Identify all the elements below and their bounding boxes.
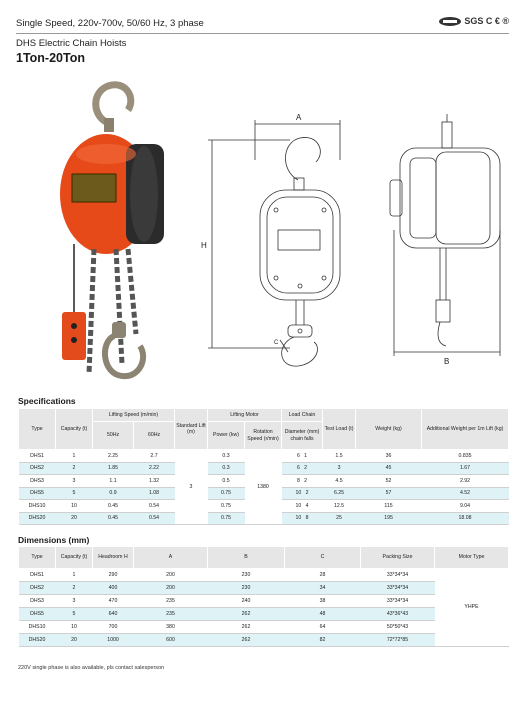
cell-chain-falls: 2 [304,477,308,484]
cell-a: 200 [134,569,208,582]
cell-test-load: 3 [323,462,356,475]
cell-type: DHS20 [19,634,56,647]
dim-header-headroom: Headroom H [93,547,134,569]
cell-type: DHS20 [19,512,56,525]
cell-capacity: 1 [56,450,93,463]
cell-chain-falls: 2 [305,490,309,496]
dim-header-motor-type: Motor Type [435,547,509,569]
cell-type: DHS2 [19,582,56,595]
cell-chain [282,475,323,488]
cell-headroom: 290 [93,569,134,582]
spec-header-power: Power (kw) [208,422,245,450]
header-rule [16,33,509,34]
cell-b: 230 [208,582,285,595]
cell-c: 28 [285,569,361,582]
cell-a: 235 [134,608,208,621]
cell-packing-size: 50*50*43 [361,621,435,634]
dimension-c-label: C [274,340,279,346]
dim-header-b: B [208,547,285,569]
cell-additional-weight: 1.67 [422,462,509,475]
cell-a: 600 [134,634,208,647]
cell-b: 262 [208,634,285,647]
cell-chain-diameter: 10 [295,502,302,509]
cell-weight: 52 [356,475,422,488]
cell-additional-weight: 2.92 [422,475,509,488]
cell-additional-weight: 18.08 [422,512,509,525]
cell-packing-size: 33*34*34 [361,582,435,595]
cell-chain [282,487,323,500]
cell-type: DHS10 [19,500,56,513]
cell-capacity: 3 [56,595,93,608]
cell-additional-weight: 4.52 [422,487,509,500]
spec-header-load-chain: Load Chain [282,409,323,422]
footnote: 220V single phase is also available, pls contact salesperson [18,665,165,671]
cell-b: 240 [208,595,285,608]
page-title: 1Ton-20Ton [16,51,85,65]
cell-weight: 57 [356,487,422,500]
cell-packing-size: 33*34*34 [361,569,435,582]
cell-headroom: 700 [93,621,134,634]
cell-power: 0.3 [208,450,245,463]
dim-header-a: A [134,547,208,569]
cell-capacity: 5 [56,608,93,621]
cell-capacity: 20 [56,512,93,525]
cell-capacity: 3 [56,475,93,488]
cell-capacity: 2 [56,462,93,475]
cell-a: 235 [134,595,208,608]
cell-chain [282,500,323,513]
hoist-photo [44,74,174,394]
certification-label: SGS C € ® [464,16,509,26]
cell-60hz: 0.54 [134,500,175,513]
spec-header-test-load: Test Load (t) [323,409,356,450]
cell-type: DHS3 [19,595,56,608]
spec-header-type: Type [19,409,56,450]
dim-header-packing-size: Packing Size [361,547,435,569]
cell-capacity: 10 [56,621,93,634]
cell-chain-diameter: 10 [295,490,302,496]
cell-capacity: 2 [56,582,93,595]
dim-header-type: Type [19,547,56,569]
cell-c: 48 [285,608,361,621]
cell-50hz: 1.85 [93,462,134,475]
cell-a: 200 [134,582,208,595]
cell-test-load: 12.5 [323,500,356,513]
cell-60hz: 1.32 [134,475,175,488]
dim-header-capacity: Capacity (t) [56,547,93,569]
dimension-a-label: A [296,113,302,122]
side-view-drawing [380,100,510,370]
cell-type: DHS5 [19,487,56,500]
cell-weight: 36 [356,450,422,463]
certification-marks [439,16,509,26]
cell-power: 0.5 [208,475,245,488]
cell-c: 82 [285,634,361,647]
cell-50hz: 1.1 [93,475,134,488]
cell-power: 0.3 [208,462,245,475]
spec-header-additional-weight: Additional Weight per 1m Lift (kg) [422,409,509,450]
dim-header-c: C [285,547,361,569]
spec-header-chain-diameter: Diameter (mm) chain falls [282,422,323,450]
cell-chain-diameter: 6 [296,465,300,471]
cell-chain-falls: 4 [305,502,309,509]
spec-header-50hz: 50Hz [93,422,134,450]
cell-60hz: 2.7 [134,450,175,463]
cell-chain-diameter: 6 [296,452,300,459]
dimension-b-label: B [444,357,450,366]
cell-60hz: 2.22 [134,462,175,475]
cell-60hz: 1.08 [134,487,175,500]
spec-header-standard-lift: Standard Lift (m) [175,409,208,450]
cell-b: 262 [208,621,285,634]
specifications-table [18,408,509,525]
cell-c: 38 [285,595,361,608]
cell-chain [282,450,323,463]
cell-packing-size: 33*34*34 [361,595,435,608]
header-spec-line: Single Speed, 220v-700v, 50/60 Hz, 3 phase [16,18,204,29]
cell-power: 0.75 [208,500,245,513]
cell-motor-type: YHPE [435,569,509,647]
cell-headroom: 1000 [93,634,134,647]
cell-50hz: 0.45 [93,500,134,513]
cell-additional-weight: 0.835 [422,450,509,463]
cell-chain [282,512,323,525]
cell-chain-diameter: 8 [296,477,300,484]
cell-c: 34 [285,582,361,595]
cell-type: DHS1 [19,450,56,463]
cell-chain-diameter: 10 [295,515,302,521]
cell-type: DHS1 [19,569,56,582]
cell-type: DHS3 [19,475,56,488]
cell-rotation-speed: 1380 [245,450,282,525]
cell-chain-falls: 8 [305,515,309,521]
cell-standard-lift: 3 [175,450,208,525]
spec-header-lifting-speed: Lifting Speed (m/min) [93,409,175,422]
cell-additional-weight: 9.04 [422,500,509,513]
cell-weight: 115 [356,500,422,513]
cell-weight: 45 [356,462,422,475]
cell-capacity: 20 [56,634,93,647]
cell-headroom: 640 [93,608,134,621]
cell-test-load: 1.5 [323,450,356,463]
cell-test-load: 6.25 [323,487,356,500]
spec-header-rotation-speed: Rotation Speed (r/min) [245,422,282,450]
dimension-h-label: H [201,241,207,250]
table-row [19,569,509,582]
cell-60hz: 0.54 [134,512,175,525]
header-product-line: DHS Electric Chain Hoists [16,38,127,49]
cell-50hz: 0.9 [93,487,134,500]
cell-power: 0.75 [208,487,245,500]
cell-a: 380 [134,621,208,634]
cell-chain-falls: 1 [304,452,308,459]
cell-headroom: 470 [93,595,134,608]
brand-logo-icon [439,17,461,26]
cell-type: DHS10 [19,621,56,634]
cell-b: 230 [208,569,285,582]
front-view-drawing [190,100,365,370]
cell-capacity: 10 [56,500,93,513]
cell-test-load: 25 [323,512,356,525]
cell-c: 64 [285,621,361,634]
cell-packing-size: 72*72*85 [361,634,435,647]
cell-capacity: 1 [56,569,93,582]
dimensions-table [18,546,509,647]
table-row [19,450,509,463]
cell-type: DHS5 [19,608,56,621]
spec-header-capacity: Capacity (t) [56,409,93,450]
cell-weight: 195 [356,512,422,525]
cell-type: DHS2 [19,462,56,475]
spec-header-60hz: 60Hz [134,422,175,450]
cell-capacity: 5 [56,487,93,500]
cell-headroom: 400 [93,582,134,595]
cell-50hz: 2.25 [93,450,134,463]
spec-header-lifting-motor: Lifting Motor [208,409,282,422]
cell-50hz: 0.45 [93,512,134,525]
cell-chain-falls: 2 [304,465,308,471]
cell-test-load: 4.5 [323,475,356,488]
specifications-title: Specifications [18,396,76,406]
dimensions-title: Dimensions (mm) [18,535,90,545]
cell-packing-size: 43*36*43 [361,608,435,621]
spec-header-weight: Weight (kg) [356,409,422,450]
cell-b: 262 [208,608,285,621]
cell-power: 0.75 [208,512,245,525]
cell-chain [282,462,323,475]
